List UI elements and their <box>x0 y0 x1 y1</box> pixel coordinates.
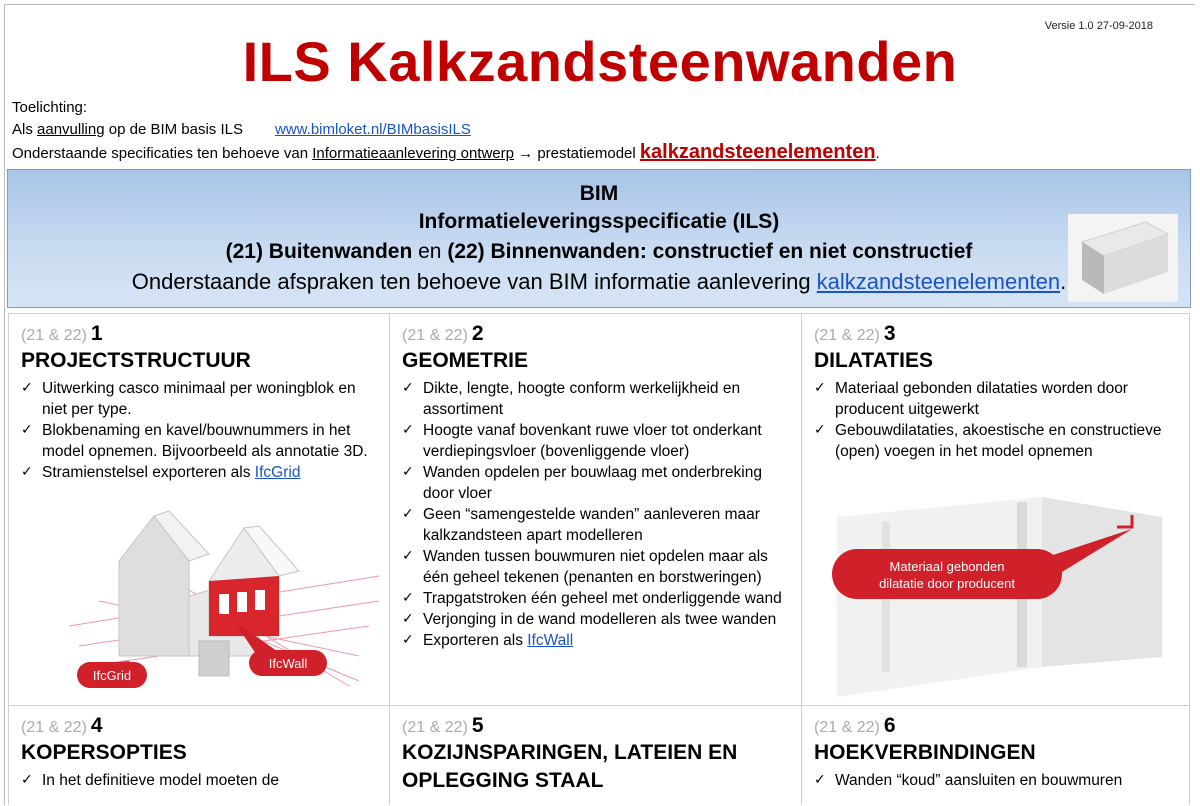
cell-checklist <box>21 378 377 483</box>
spec-cell-projectstructuur <box>8 314 390 706</box>
banner-ils: Informatieleveringsspecificatie (ILS) <box>418 210 780 233</box>
intro-line-3 <box>12 141 880 165</box>
version-label: Versie 1.0 27-09-2018 <box>1044 20 1153 32</box>
banner-walls-a: (21) Buitenwanden <box>225 240 413 263</box>
page-title: ILS Kalkzandsteenwanden <box>242 30 958 93</box>
checklist-item: ✓ Blokbenaming en kavel/bouwnummers in het model opnemen. Bijvoorbeeld als annotatie 3D. <box>21 420 377 462</box>
dilatation-illustration <box>832 497 1172 697</box>
intro-text-d: → prestatiemodel <box>514 145 640 162</box>
ifcgrid-callout: IfcGrid <box>92 668 132 683</box>
cell-number: 3 <box>883 322 896 345</box>
cell-heading: DILATATIES <box>814 349 933 372</box>
checklist-item: ✓ Uitwerking casco minimaal per woningblok en niet per type. <box>21 378 377 420</box>
cell-heading-2: OPLEGGING STAAL <box>402 769 604 792</box>
cell-number: 4 <box>90 714 103 737</box>
callout-line-1: Materiaal gebonden <box>889 559 1005 574</box>
banner-agreements <box>8 267 1190 297</box>
checklist-item: ✓ Wanden “koud” aansluiten en bouwmuren <box>814 770 1177 791</box>
checklist-item: ✓ Geen “samengestelde wanden” aanleveren maar kalkzandsteen apart modelleren <box>402 504 789 546</box>
cell-number: 2 <box>471 322 484 345</box>
cell-heading: KOPERSOPTIES <box>21 741 187 764</box>
item-text: Exporteren als <box>423 632 528 649</box>
cell-code: (21 & 22) <box>402 719 468 736</box>
checklist-item: ✓ Verjonging in de wand modelleren als twee wanden <box>402 609 789 630</box>
house-grid-illustration <box>59 506 389 696</box>
cell-checklist <box>21 770 377 791</box>
banner-walls-en: en <box>412 240 448 263</box>
checklist-item: ✓ Dikte, lengte, hoogte conform werkelijkheid en assortiment <box>402 378 789 420</box>
intro-period: . <box>875 145 880 162</box>
banner-agreements-text: Onderstaande afspraken ten behoeve van BIM informatie aanlevering <box>131 269 817 294</box>
checklist-item: ✓ Materiaal gebonden dilataties worden door producent uitgewerkt <box>814 378 1177 420</box>
banner-period: . <box>1060 269 1067 294</box>
ifcwall-callout: IfcWall <box>268 656 308 671</box>
cell-code: (21 & 22) <box>814 327 880 344</box>
intro-text-b: op de BIM basis ILS <box>104 121 243 138</box>
spec-cell-kopersopties <box>8 706 390 805</box>
banner-walls-b: (22) Binnenwanden: constructief en niet constructief <box>447 240 973 263</box>
intro-underlined-2: Informatieaanlevering ontwerp <box>312 145 514 162</box>
bimloket-link[interactable]: www.bimloket.nl/BIMbasisILS <box>274 121 471 138</box>
spec-cell-dilataties <box>801 314 1190 706</box>
cell-checklist <box>814 378 1177 462</box>
intro-line-1: Toelichting: <box>12 99 88 116</box>
cell-heading: KOZIJNSPARINGEN, LATEIEN EN <box>402 741 738 764</box>
intro-line-2 <box>12 119 880 141</box>
spec-cell-hoekverbindingen <box>801 706 1190 805</box>
checklist-item: ✓ Wanden tussen bouwmuren niet opdelen maar als één geheel tekenen (penanten en borstweringen) <box>402 546 789 588</box>
document-page <box>4 4 1195 805</box>
intro-text-c: Onderstaande specificaties ten behoeve van <box>12 145 313 162</box>
intro-text <box>12 97 880 165</box>
checklist-item: ✓ In het definitieve model moeten de <box>21 770 377 791</box>
intro-text-a: Als <box>12 121 38 138</box>
intro-highlight: kalkzandsteenelementen <box>639 141 876 163</box>
banner-bim: BIM <box>579 182 619 205</box>
ifcgrid-link[interactable]: IfcGrid <box>254 464 301 481</box>
cell-checklist <box>402 378 789 651</box>
cell-heading: HOEKVERBINDINGEN <box>814 741 1036 764</box>
checklist-item: ✓ Wanden opdelen per bouwlaag met onderbreking door vloer <box>402 462 789 504</box>
checklist-item: ✓ Trapgatstroken één geheel met onderliggende wand <box>402 588 789 609</box>
cell-number: 1 <box>90 322 103 345</box>
spec-cell-kozijnsparingen <box>389 706 802 805</box>
checklist-item <box>402 630 789 651</box>
banner-walls <box>8 237 1190 267</box>
checklist-item: ✓ Hoogte vanaf bovenkant ruwe vloer tot onderkant verdiepingsvloer (bovenliggende vloer) <box>402 420 789 462</box>
banner-link[interactable]: kalkzandsteenelementen <box>816 269 1061 294</box>
item-text: Stramienstelsel exporteren als <box>42 464 255 481</box>
checklist-item: ✓ Gebouwdilataties, akoestische en constructieve (open) voegen in het model opnemen <box>814 420 1177 462</box>
callout-line-2: dilatatie door producent <box>879 576 1015 591</box>
ils-banner <box>7 169 1191 308</box>
checklist-item <box>21 462 377 483</box>
intro-underlined: aanvulling <box>37 121 105 138</box>
cell-code: (21 & 22) <box>814 719 880 736</box>
cell-code: (21 & 22) <box>21 719 87 736</box>
sandlime-brick-image <box>1068 214 1178 302</box>
cell-checklist <box>814 770 1177 791</box>
cell-heading: PROJECTSTRUCTUUR <box>21 349 251 372</box>
cell-code: (21 & 22) <box>402 327 468 344</box>
cell-number: 6 <box>883 714 896 737</box>
ifcwall-link[interactable]: IfcWall <box>527 632 574 649</box>
spec-grid <box>8 313 1190 805</box>
cell-heading: GEOMETRIE <box>402 349 529 372</box>
spec-cell-geometrie <box>389 314 802 706</box>
cell-code: (21 & 22) <box>21 327 87 344</box>
cell-number: 5 <box>471 714 484 737</box>
